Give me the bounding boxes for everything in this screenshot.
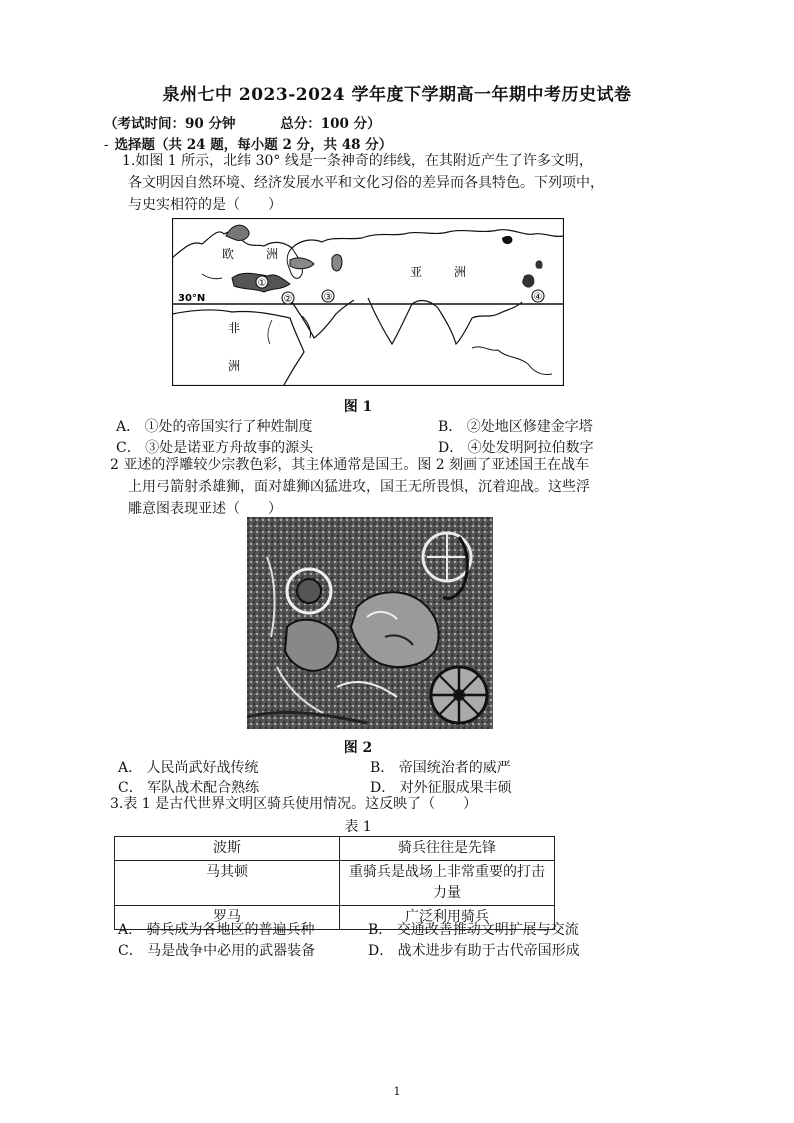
q2-line-1: 2 亚述的浮雕较少宗教色彩，其主体通常是国王。图 2 刻画了亚述国王在战车	[110, 457, 590, 473]
q3-option-d: D． 战术进步有助于古代帝国形成	[368, 943, 580, 959]
exam-total: 总分：100 分）	[280, 116, 381, 132]
map-label-asia-2: 洲	[454, 265, 467, 279]
map-label-europe-1: 欧	[222, 247, 235, 261]
page-number: 1	[393, 1085, 401, 1098]
table-1	[114, 836, 555, 930]
table-cell-desc: 重骑兵是战场上非常重要的打击力量	[340, 861, 555, 906]
q1-option-b: B． ②处地区修建金字塔	[438, 419, 593, 435]
exam-time: （考试时间：90 分钟	[104, 116, 236, 132]
map-marker-1: ①	[257, 278, 267, 289]
q1-stem	[122, 150, 604, 216]
section-label: 选择题（共 24 题，每小题 2 分，共 48 分）	[114, 137, 393, 153]
q2-option-d: D． 对外征服成果丰硕	[370, 780, 512, 796]
q3-stem: 3.表 1 是古代世界文明区骑兵使用情况。这反映了（ ）	[110, 796, 478, 812]
q2-option-a: A． 人民尚武好战传统	[118, 760, 259, 776]
q2-stem	[110, 454, 590, 520]
q2-option-c: C． 军队战术配合熟练	[118, 780, 260, 796]
exam-info	[104, 112, 421, 132]
q1-line-3: 与史实相符的是（ ）	[128, 197, 282, 213]
table-cell-region: 罗马	[115, 906, 340, 930]
figure-2-caption: 图 2	[343, 740, 373, 756]
table-1-title: 表 1	[344, 819, 372, 835]
q3-option-b: B． 交通改善推动文明扩展与交流	[368, 922, 579, 938]
map-label-africa-1: 非	[228, 321, 241, 335]
table-cell-region: 马其顿	[115, 861, 340, 906]
q3-option-a: A． 骑兵成为各地区的普遍兵种	[118, 922, 315, 938]
q3-option-c: C． 马是战争中必用的武器装备	[118, 943, 316, 959]
q1-option-a: A． ①处的帝国实行了种姓制度	[116, 419, 313, 435]
q1-option-d: D． ④处发明阿拉伯数字	[438, 440, 594, 456]
q1-line-2: 各文明因自然环境、经济发展水平和文化习俗的差异而各具特色。下列项中，	[128, 175, 604, 191]
q1-line-1: 1.如图 1 所示，北纬 30° 线是一条神奇的纬线，在其附近产生了许多文明，	[122, 153, 593, 169]
exam-title: 泉州七中 2023-2024 学年度下学期高一年期中考历史试卷	[162, 85, 632, 105]
figure-1-caption: 图 1	[343, 399, 373, 415]
table-cell-desc: 骑兵往往是先锋	[340, 837, 555, 861]
table-cell-desc: 广泛利用骑兵	[340, 906, 555, 930]
section-mark: -	[104, 137, 109, 153]
q1-option-c: C． ③处是诺亚方舟故事的源头	[116, 440, 314, 456]
map-latitude-label: 30°N	[178, 293, 206, 304]
q2-line-2: 上用弓箭射杀雄狮，面对雄狮凶猛进攻，国王无所畏惧，沉着迎战。这些浮	[128, 479, 590, 495]
map-marker-3: ③	[323, 292, 333, 303]
table-row	[115, 837, 555, 861]
map-label-africa-2: 洲	[228, 359, 241, 373]
q2-line-3: 雕意图表现亚述（ ）	[128, 501, 282, 517]
table-cell-region: 波斯	[115, 837, 340, 861]
q2-option-b: B． 帝国统治者的威严	[370, 760, 511, 776]
map-marker-2: ②	[283, 294, 293, 305]
figure-2-relief-image	[247, 517, 493, 729]
map-marker-4: ④	[533, 292, 543, 303]
figure-1-map	[172, 218, 564, 386]
map-label-asia-1: 亚	[410, 265, 423, 279]
map-label-europe-2: 洲	[266, 247, 279, 261]
table-row	[115, 861, 555, 906]
